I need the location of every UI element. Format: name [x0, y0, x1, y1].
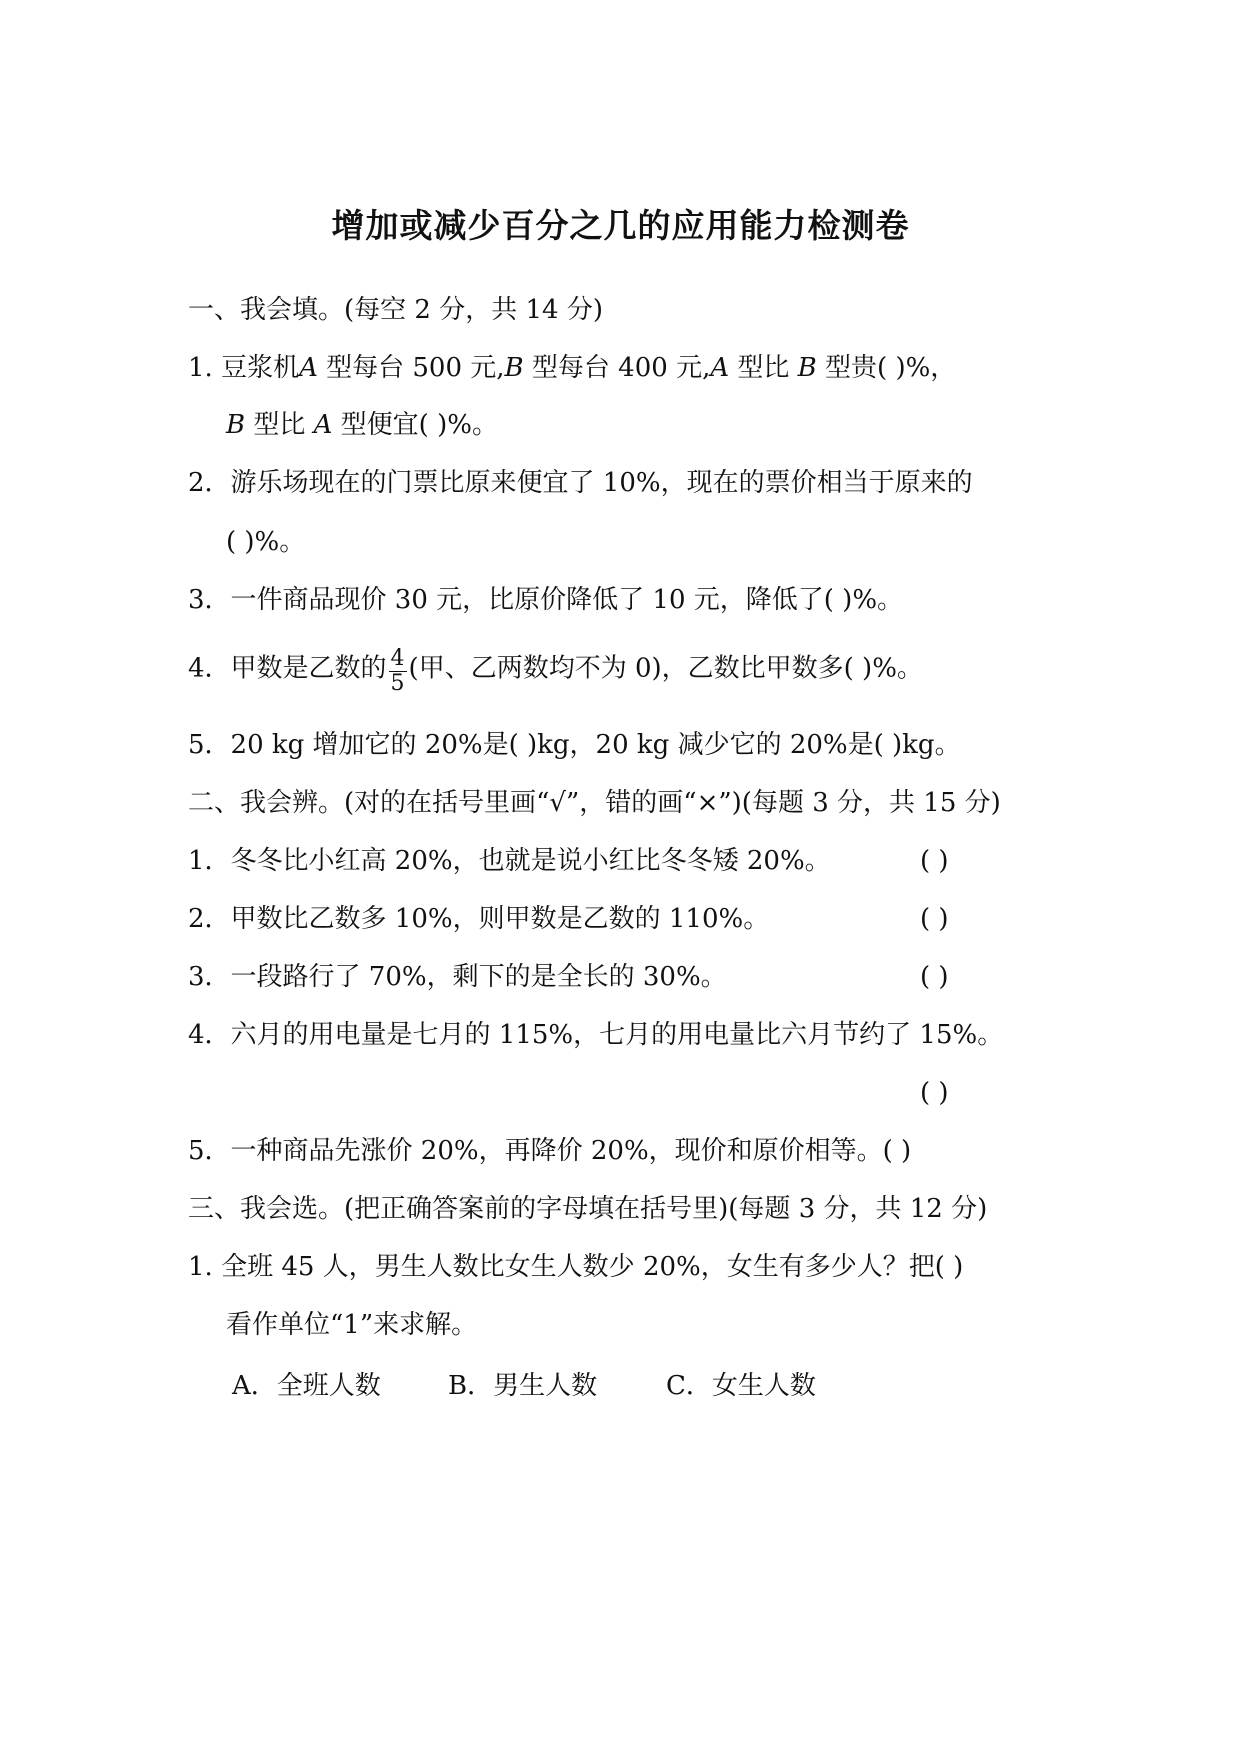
s2-question-1: 1．冬冬比小红高 20%，也就是说小红比冬冬矮 20%。: [188, 846, 831, 876]
s2-q2-answer-parens[interactable]: ( ): [920, 904, 949, 934]
page-title: 增加或减少百分之几的应用能力检测卷: [331, 206, 910, 245]
s1-question-2-line2: ( )%。: [226, 527, 306, 557]
s1-q1-text-i: 型贵( )%，: [816, 353, 957, 383]
s3-question-1-line2: 看作单位“1”来求解。: [226, 1310, 478, 1340]
section3-heading: 三、我会选。(把正确答案前的字母填在括号里)(每题 3 分，共 12 分): [188, 1194, 988, 1224]
s3-q1-option-a[interactable]: A．全班人数: [232, 1371, 381, 1401]
s1-q4-text-a: 4．甲数是乙数的: [188, 653, 387, 684]
s2-q3-answer-parens[interactable]: ( ): [920, 962, 949, 992]
s3-question-1-line1: 1. 全班 45 人，男生人数比女生人数少 20%，女生有多少人？把( ): [188, 1252, 964, 1282]
s1-q1l2-var-b: B: [226, 410, 246, 440]
s1-question-5: 5．20 kg 增加它的 20%是( )kg，20 kg 减少它的 20%是( )kg。: [188, 730, 961, 760]
s1-question-2-line1: 2．游乐场现在的门票比原来便宜了 10%，现在的票价相当于原来的: [188, 468, 973, 498]
s1-q1-var-b: B: [504, 353, 524, 383]
s1-q4-text-b: (甲、乙两数均不为 0)，乙数比甲数多( )%。: [408, 653, 923, 684]
s1-q1-text-c: 型每台 500 元,: [317, 353, 505, 383]
s2-q4-answer-parens[interactable]: ( ): [920, 1078, 949, 1108]
s1-q1-text-a: 1. 豆浆机: [188, 353, 300, 383]
s1-question-3: 3．一件商品现价 30 元，比原价降低了 10 元，降低了( )%。: [188, 585, 904, 615]
section2-heading: 二、我会辨。(对的在括号里画“√”，错的画“×”)(每题 3 分，共 15 分): [188, 788, 1001, 818]
s2-question-5: 5．一种商品先涨价 20%，再降价 20%，现价和原价相等。( ): [188, 1136, 912, 1166]
fraction-numerator: 4: [390, 646, 405, 671]
s2-question-2: 2．甲数比乙数多 10%，则甲数是乙数的 110%。: [188, 904, 770, 934]
s2-question-3: 3．一段路行了 70%，剩下的是全长的 30%。: [188, 962, 727, 992]
s2-q1-answer-parens[interactable]: ( ): [920, 846, 949, 876]
s1-q1l2-text-d: 型便宜( )%。: [332, 410, 498, 440]
s1-q1-var-a2: A: [710, 353, 730, 383]
s1-q1-var-a: A: [299, 353, 318, 383]
fraction-denominator: 5: [390, 671, 405, 696]
s1-question-4: [188, 645, 923, 701]
s3-q1-option-c[interactable]: C．女生人数: [666, 1371, 816, 1401]
s1-question-1-line1: [188, 348, 956, 388]
s1-q1-var-b2: B: [797, 353, 817, 383]
s2-question-4: 4．六月的用电量是七月的 115%，七月的用电量比六月节约了 15%。: [188, 1020, 1004, 1050]
s1-q1-text-g: 型比: [729, 353, 798, 383]
fraction-four-fifths: [389, 647, 407, 696]
s1-q1l2-var-a: A: [313, 410, 333, 440]
s1-q1l2-text-b: 型比: [245, 410, 314, 440]
s1-q1-text-e: 型每台 400 元,: [523, 353, 711, 383]
section1-heading: 一、我会填。(每空 2 分，共 14 分): [188, 295, 603, 325]
s3-q1-option-b[interactable]: B．男生人数: [448, 1371, 598, 1401]
s1-question-1-line2: [226, 405, 498, 445]
